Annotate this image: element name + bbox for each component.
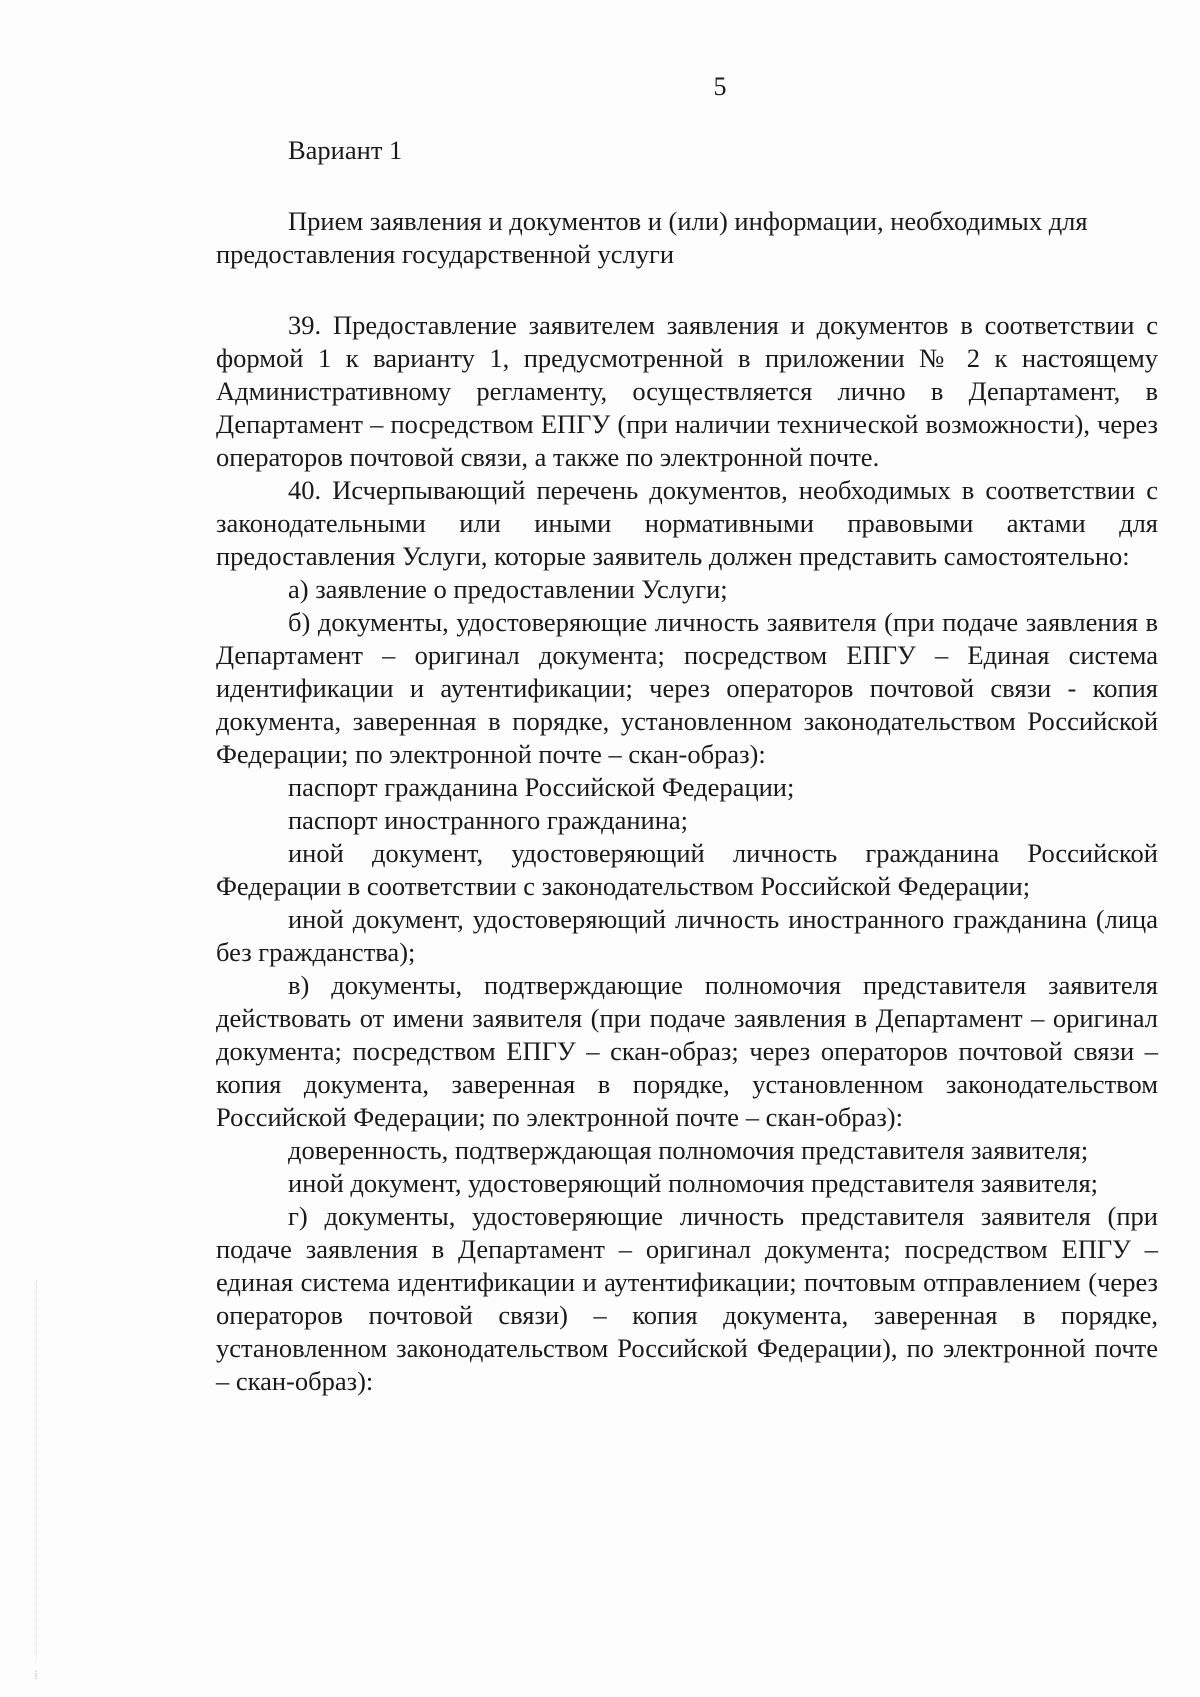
scan-corner-mark: ⁞ <box>34 1668 38 1682</box>
list-item-a: а) заявление о предоставлении Услуги; <box>288 574 728 604</box>
section-heading: Прием заявления и документов и (или) информации, необходимых для предоставления государственной услуги <box>216 206 1088 269</box>
spacer <box>216 167 1158 205</box>
list-item-v: в) документы, подтверждающие полномочия представителя заявителя действовать от имени заявителя (при подаче заявления в Департамент – оригинал документа; посредством ЕПГУ – скан-образ; через операторов почтовой связи – копия документа, заверенная в порядке, установленном законодательством Российской Федерации; по электронной почте – скан-образ): <box>216 970 1158 1132</box>
paragraph-39: 39. Предоставление заявителем заявления и документов в соответствии с формой 1 к варианту 1, предусмотренной в приложении № 2 к настоящему Административному регламенту, осуществляется лично в Департамент, в Департамент – посредством ЕПГУ (при наличии технической возможности), через операторов почтовой связи, а также по электронной почте. <box>216 310 1158 472</box>
list-item-b: б) документы, удостоверяющие личность заявителя (при подаче заявления в Департамент – оригинал документа; посредством ЕПГУ – Единая система идентификации и аутентификации; через операторов почтовой связи - копия документа, заверенная в порядке, установленном законодательством Российской Федерации; по электронной почте – скан-образ): <box>216 607 1158 769</box>
page-number: 5 <box>713 72 727 101</box>
list-subitem: иной документ, удостоверяющий полномочия представителя заявителя; <box>288 1168 1099 1198</box>
list-subitem: доверенность, подтверждающая полномочия представителя заявителя; <box>288 1135 1089 1165</box>
scan-margin-mark <box>36 1280 38 1660</box>
list-subitem: паспорт иностранного гражданина; <box>288 805 688 835</box>
list-subitem: иной документ, удостоверяющий личность гражданина Российской Федерации в соответствии с законодательством Российской Федерации; <box>216 838 1158 901</box>
spacer <box>216 271 1158 309</box>
list-subitem: иной документ, удостоверяющий личность иностранного гражданина (лица без гражданства); <box>216 904 1158 967</box>
document-body <box>216 134 1158 1398</box>
variant-title: Вариант 1 <box>288 135 403 165</box>
paragraph-40: 40. Исчерпывающий перечень документов, необходимых в соответствии с законодательными или иными нормативными правовыми актами для предоставления Услуги, которые заявитель должен представить самостоятельно: <box>216 475 1158 571</box>
list-item-g: г) документы, удостоверяющие личность представителя заявителя (при подаче заявления в Департамент – оригинал документа; посредством ЕПГУ – единая система идентификации и аутентификации; почтовым отправлением (через операторов почтовой связи) – копия документа, заверенная в порядке, установленном законодательством Российской Федерации), по электронной почте – скан-образ): <box>216 1201 1158 1396</box>
list-subitem: паспорт гражданина Российской Федерации; <box>288 772 795 802</box>
